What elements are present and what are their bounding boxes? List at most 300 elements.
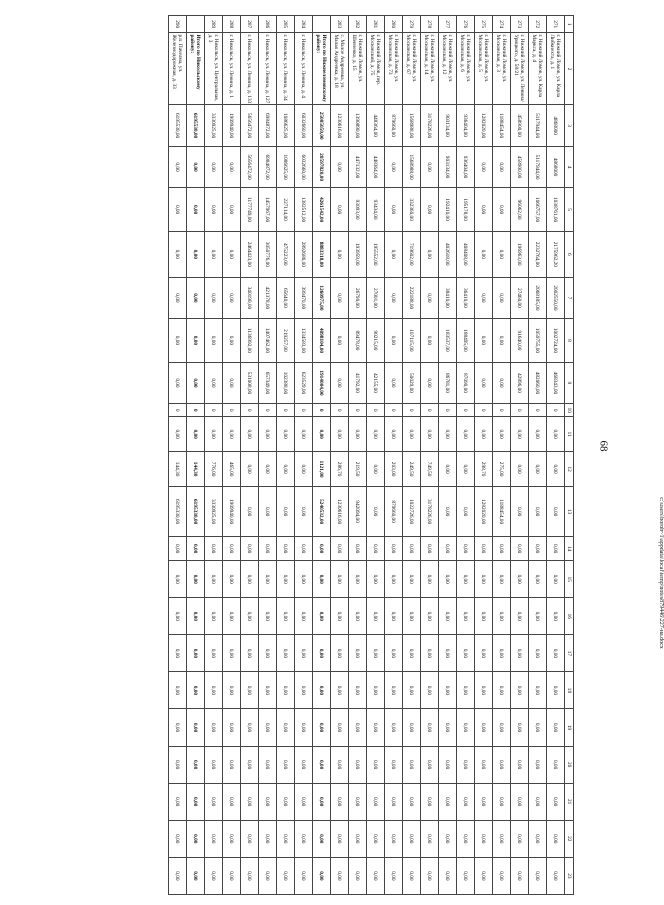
value-cell: 0,00 [205, 417, 223, 452]
value-cell: 0 [295, 404, 313, 417]
column-number-10: 10 [565, 404, 574, 417]
value-cell: 27001,00 [367, 277, 385, 318]
value-cell: 0,00 [331, 146, 349, 187]
value-cell: 0,00 [547, 820, 565, 857]
value-cell: 0,00 [493, 146, 511, 187]
value-cell: 0,00 [205, 188, 223, 232]
value-cell: 249,50 [403, 452, 421, 487]
value-cell: 0,00 [259, 746, 277, 783]
value-cell: 0,00 [187, 746, 205, 783]
value-cell: 0,00 [511, 857, 529, 894]
value-cell: 0,00 [169, 561, 187, 598]
column-number-12: 12 [565, 452, 574, 487]
value-cell: 0,00 [169, 537, 187, 561]
value-cell: 5240532,00 [313, 487, 331, 537]
value-cell: 0,00 [331, 277, 349, 318]
value-cell: 1457967,00 [259, 188, 277, 232]
value-cell: 0,00 [277, 452, 295, 487]
value-cell: 0,00 [223, 561, 241, 598]
value-cell: 0,00 [205, 635, 223, 672]
value-cell: 0,00 [529, 635, 547, 672]
value-cell: 0,00 [439, 783, 457, 820]
value-cell: 340190,00 [241, 277, 259, 318]
value-cell: 0,00 [529, 452, 547, 487]
value-cell: 0,00 [277, 783, 295, 820]
value-cell: 0,00 [385, 319, 403, 363]
value-cell: 0,00 [475, 188, 493, 232]
value-cell: 448364,00 [367, 105, 385, 146]
value-cell: 2232764,00 [529, 231, 547, 277]
row-number-cell: 283 [331, 16, 349, 33]
value-cell: 0,00 [439, 672, 457, 709]
value-cell: 144,30 [169, 452, 187, 487]
value-cell: 0,00 [169, 820, 187, 857]
value-cell: 0,00 [313, 709, 331, 746]
value-cell: 0,00 [511, 820, 529, 857]
value-cell: 0,00 [403, 561, 421, 598]
value-cell: 0,00 [421, 820, 439, 857]
value-cell: 0,00 [223, 537, 241, 561]
address-cell: г. Никольск, ул. Ленина, д. 127 [259, 33, 277, 105]
value-cell: 0,00 [241, 709, 259, 746]
value-cell: 0,00 [385, 598, 403, 635]
value-cell: 0,00 [493, 362, 511, 403]
value-cell: 183537,00 [439, 319, 457, 363]
column-number-15: 15 [565, 561, 574, 598]
value-cell: 26790,00 [349, 277, 367, 318]
address-cell: г. Никольск, ул. Ленина, д. 1 [223, 33, 241, 105]
value-cell: 448364,00 [367, 146, 385, 187]
row-number-cell: 284 [295, 16, 313, 33]
table-row [421, 16, 439, 895]
value-cell: 0,00 [493, 188, 511, 232]
value-cell: 0,00 [223, 146, 241, 187]
value-cell: 0,00 [529, 783, 547, 820]
value-cell: 0,00 [403, 672, 421, 709]
value-cell: 0,00 [421, 417, 439, 452]
table-row [511, 16, 529, 895]
value-cell: 195552,00 [367, 231, 385, 277]
value-cell: 0,00 [421, 319, 439, 363]
value-cell: 86781,00 [439, 362, 457, 403]
table-row [349, 16, 367, 895]
value-cell: 0,00 [331, 417, 349, 452]
address-cell: г. Никольск, ул. Ленина, д. 34 [277, 33, 295, 105]
value-cell: 1121,00 [313, 452, 331, 487]
value-cell: 0,00 [529, 672, 547, 709]
value-cell: 90215,00 [367, 319, 385, 363]
value-cell: 3178226,00 [421, 105, 439, 146]
row-number-cell [187, 16, 205, 33]
value-cell: 41792,00 [349, 362, 367, 403]
row-number-cell: 280 [385, 16, 403, 33]
value-cell: 0,00 [169, 319, 187, 363]
value-cell: 0 [277, 404, 295, 417]
value-cell: 0,00 [277, 635, 295, 672]
value-cell: 0,00 [313, 598, 331, 635]
value-cell: 3330925,00 [205, 105, 223, 146]
value-cell: 87090,00 [457, 362, 475, 403]
value-cell: 0,00 [457, 635, 475, 672]
value-cell: 0,00 [169, 231, 187, 277]
value-cell: 0,00 [439, 635, 457, 672]
value-cell: 0,00 [439, 561, 457, 598]
value-cell: 1230616,00 [331, 487, 349, 537]
subtotal-row [187, 16, 205, 895]
value-cell: 0,00 [241, 635, 259, 672]
value-cell: 0 [187, 404, 205, 417]
value-cell: 6195530,00 [169, 105, 187, 146]
value-cell: 531008,00 [241, 362, 259, 403]
value-cell: 458900,00 [511, 105, 529, 146]
value-cell: 0,00 [529, 417, 547, 452]
value-cell: 719602,00 [403, 231, 421, 277]
value-cell: 0,00 [259, 783, 277, 820]
value-cell: 475223,00 [277, 231, 295, 277]
value-cell: 0,00 [529, 537, 547, 561]
value-cell: 879660,00 [385, 105, 403, 146]
value-cell: 0,00 [223, 362, 241, 403]
value-cell: 0,00 [187, 362, 205, 403]
value-cell: 0,00 [439, 452, 457, 487]
value-cell: 0,00 [295, 783, 313, 820]
value-cell: 0,00 [493, 277, 511, 318]
value-cell: 0,00 [259, 487, 277, 537]
value-cell: 0,00 [295, 709, 313, 746]
value-cell: 0,00 [277, 561, 295, 598]
value-cell: 1066757,00 [529, 188, 547, 232]
value-cell: 0,00 [205, 319, 223, 363]
value-cell: 8883318,00 [313, 231, 331, 277]
value-cell: 0,00 [493, 783, 511, 820]
value-cell: 936404,00 [457, 105, 475, 146]
value-cell: 0,00 [385, 709, 403, 746]
value-cell: 0,00 [349, 857, 367, 894]
value-cell: 468343,00 [547, 362, 565, 403]
value-cell: 0,00 [493, 417, 511, 452]
value-cell: 482060,00 [529, 362, 547, 403]
value-cell: 0 [367, 404, 385, 417]
value-cell: 0,00 [259, 561, 277, 598]
value-cell: 0,00 [223, 709, 241, 746]
value-cell: 0 [457, 404, 475, 417]
value-cell: 0,00 [295, 820, 313, 857]
value-cell: 0,00 [187, 857, 205, 894]
value-cell: 0,00 [187, 231, 205, 277]
value-cell: 0,00 [223, 857, 241, 894]
column-number-23: 23 [565, 857, 574, 894]
value-cell: 2892686,00 [295, 231, 313, 277]
value-cell: 91640,00 [511, 319, 529, 363]
value-cell: 0,00 [421, 561, 439, 598]
value-cell: 0,00 [349, 561, 367, 598]
address-cell: г. Нижний Ломов, ул. Московская, д. 5 [475, 33, 493, 105]
value-cell: 879660,00 [385, 487, 403, 537]
value-cell: 0,00 [349, 709, 367, 746]
value-cell: 0,00 [169, 635, 187, 672]
column-number-8: 8 [565, 319, 574, 363]
value-cell: 0,00 [367, 672, 385, 709]
value-cell: 0,00 [421, 857, 439, 894]
column-number-21: 21 [565, 783, 574, 820]
value-cell: 0,00 [331, 783, 349, 820]
value-cell: 0,00 [493, 746, 511, 783]
row-number-cell: 273 [511, 16, 529, 33]
value-cell: 0,00 [223, 188, 241, 232]
value-cell: 0,00 [331, 188, 349, 232]
value-cell: 0,00 [439, 746, 457, 783]
value-cell: 0,00 [187, 188, 205, 232]
value-cell: 0,00 [493, 319, 511, 363]
value-cell: 0,00 [457, 857, 475, 894]
column-number-14: 14 [565, 537, 574, 561]
value-cell: 93093,00 [349, 188, 367, 232]
value-cell: 0,00 [169, 746, 187, 783]
value-cell: 6032660,00 [295, 105, 313, 146]
value-cell: 0,00 [439, 487, 457, 537]
value-cell: 0,00 [187, 635, 205, 672]
value-cell: 1382512,00 [295, 188, 313, 232]
value-cell: 0,00 [475, 820, 493, 857]
value-cell: 0,00 [169, 362, 187, 403]
table-row [331, 16, 349, 895]
value-cell: 4098104,00 [313, 319, 331, 363]
value-cell: 903134,00 [439, 146, 457, 187]
address-cell: г. Никольск, ул. Центральная, д. 3 [205, 33, 223, 105]
value-cell: 196963,00 [511, 231, 529, 277]
value-cell: 0,00 [259, 857, 277, 894]
value-cell: 6984872,00 [259, 146, 277, 187]
value-cell: 0,00 [205, 231, 223, 277]
value-cell: 286,70 [331, 452, 349, 487]
value-cell: 0,00 [439, 598, 457, 635]
row-number-cell: 290 [169, 16, 187, 33]
value-cell: 1282020,00 [475, 487, 493, 537]
address-cell: г. Нижний Ломов, ул. Московская, д. 6 [457, 33, 475, 105]
value-cell: 298,70 [475, 452, 493, 487]
value-cell: 0,00 [241, 598, 259, 635]
table-row [547, 16, 565, 895]
value-cell: 0,00 [457, 537, 475, 561]
subtotal-row [313, 16, 331, 895]
address-cell: г. Нижний Ломов, ул. Московская, д. 67 [403, 33, 421, 105]
value-cell: 0,00 [313, 857, 331, 894]
value-cell: 0,00 [313, 417, 331, 452]
row-number-cell: 279 [403, 16, 421, 33]
row-number-cell: 277 [439, 16, 457, 33]
value-cell: 0,00 [475, 537, 493, 561]
value-cell: 6984872,00 [259, 105, 277, 146]
value-cell: 0,00 [511, 537, 529, 561]
value-cell: 0,00 [241, 537, 259, 561]
value-cell: 0,00 [547, 598, 565, 635]
value-cell: 0,00 [241, 561, 259, 598]
value-cell: 0,00 [169, 146, 187, 187]
row-number-cell: 272 [529, 16, 547, 33]
value-cell: 0,00 [385, 672, 403, 709]
address-cell: г. Нижний Ломов, ул. Шевченко, д. 15 [349, 33, 367, 105]
value-cell: 1002724,00 [547, 319, 565, 363]
value-cell: 0 [259, 404, 277, 417]
table-row [223, 16, 241, 895]
value-cell: 0,00 [385, 537, 403, 561]
value-cell: 0,00 [313, 537, 331, 561]
value-cell: 0,00 [421, 672, 439, 709]
value-cell: 0 [205, 404, 223, 417]
value-cell: 0 [169, 404, 187, 417]
value-cell: 42155,00 [367, 362, 385, 403]
value-cell: 0,00 [349, 598, 367, 635]
value-cell: 0,00 [439, 417, 457, 452]
column-number-16: 16 [565, 598, 574, 635]
address-cell: г. Нижний Ломов, ул. Московская, д. 14 [421, 33, 439, 105]
column-number-row [565, 16, 574, 895]
value-cell: 5656472,00 [241, 105, 259, 146]
value-cell: 657349,00 [259, 362, 277, 403]
value-cell: 0,00 [403, 783, 421, 820]
value-cell: 0,00 [187, 820, 205, 857]
value-cell: 0,00 [313, 635, 331, 672]
address-cell: г. Никольск, ул. Ленина, д. 133 [241, 33, 259, 105]
value-cell: 0,00 [385, 635, 403, 672]
address-cell: г. Нижний Ломов, ул. Московская, д. 73 [385, 33, 403, 105]
value-cell: 0,00 [421, 146, 439, 187]
address-cell: г. Нижний Ломов, ул. Московская, д. 12 [439, 33, 457, 105]
value-cell: 0,00 [295, 857, 313, 894]
value-cell: 1136992,00 [241, 319, 259, 363]
value-cell: 6195330,00 [187, 487, 205, 537]
value-cell: 0,00 [475, 319, 493, 363]
value-cell: 0,00 [349, 635, 367, 672]
value-cell: 27460,00 [511, 277, 529, 318]
address-cell: р.п. Пачелма, ул. Железнодорожная, д. 33 [169, 33, 187, 105]
value-cell: 0,00 [349, 672, 367, 709]
value-cell: 0,00 [403, 746, 421, 783]
value-cell: 0,00 [421, 709, 439, 746]
row-number-cell: 287 [241, 16, 259, 33]
value-cell: 0,00 [547, 857, 565, 894]
value-cell: 0,00 [385, 857, 403, 894]
page-number: 68 [597, 440, 610, 452]
value-cell: 0,00 [439, 820, 457, 857]
value-cell: 1390890,00 [349, 105, 367, 146]
value-cell: 227114,00 [277, 188, 295, 232]
value-cell: 0,00 [259, 820, 277, 857]
value-cell: 0,00 [259, 635, 277, 672]
value-cell: 0,00 [493, 672, 511, 709]
value-cell: 0 [241, 404, 259, 417]
value-cell: 0,00 [187, 672, 205, 709]
value-cell: 0,00 [205, 277, 223, 318]
value-cell: 0,00 [187, 319, 205, 363]
row-number-cell: 278 [421, 16, 439, 33]
value-cell: 0,00 [187, 783, 205, 820]
value-cell: 0,00 [457, 417, 475, 452]
value-cell: 0,00 [295, 561, 313, 598]
value-cell: 0,00 [475, 277, 493, 318]
value-cell: 0,00 [475, 231, 493, 277]
value-cell: 0,00 [313, 783, 331, 820]
value-cell: 0,00 [385, 231, 403, 277]
value-cell: 0,00 [547, 561, 565, 598]
value-cell: 0,00 [421, 362, 439, 403]
value-cell: 0,00 [277, 820, 295, 857]
value-cell: 0,00 [547, 417, 565, 452]
value-cell: 20597820,00 [313, 146, 331, 187]
value-cell: 0,00 [187, 417, 205, 452]
column-number-20: 20 [565, 746, 574, 783]
table-row [385, 16, 403, 895]
value-cell: 89478,00 [349, 319, 367, 363]
value-cell: 465,00 [223, 452, 241, 487]
value-cell: 0,00 [277, 857, 295, 894]
value-cell: 0,00 [187, 146, 205, 187]
address-cell: г. Нижний Ломов, ул. Московская, д. 3 [493, 33, 511, 105]
value-cell: 0,00 [349, 783, 367, 820]
value-cell: 0 [529, 404, 547, 417]
value-cell: 0,00 [169, 598, 187, 635]
value-cell: 0,00 [295, 746, 313, 783]
value-cell: 936404,00 [457, 146, 475, 187]
value-cell: 0,00 [367, 561, 385, 598]
value-cell: 4868000 [547, 146, 565, 187]
value-cell: 0,00 [331, 537, 349, 561]
value-cell: 0,00 [511, 417, 529, 452]
value-cell: 0,00 [331, 362, 349, 403]
value-cell: 0,00 [475, 362, 493, 403]
value-cell: 0,00 [493, 709, 511, 746]
value-cell: 3330925,00 [205, 487, 223, 537]
value-cell: 408408,00 [457, 231, 475, 277]
value-cell: 903134,00 [439, 105, 457, 146]
value-cell: 0,00 [277, 537, 295, 561]
value-cell: 0,00 [169, 417, 187, 452]
value-cell: 0,00 [367, 487, 385, 537]
value-cell: 0,00 [295, 487, 313, 537]
value-cell: 0,00 [187, 561, 205, 598]
column-number-4: 4 [565, 146, 574, 187]
value-cell: 0,00 [475, 417, 493, 452]
value-cell: 776,00 [205, 452, 223, 487]
value-cell: 1038761,00 [547, 188, 565, 232]
value-cell: 0,00 [529, 746, 547, 783]
value-cell: 0,00 [421, 746, 439, 783]
value-cell: 0,00 [421, 635, 439, 672]
value-cell: 0,00 [223, 672, 241, 709]
value-cell: 0,00 [511, 709, 529, 746]
value-cell: 0,00 [295, 417, 313, 452]
value-cell: 0,00 [277, 709, 295, 746]
value-cell: 0,00 [259, 598, 277, 635]
value-cell: 0,00 [475, 561, 493, 598]
table-row [475, 16, 493, 895]
value-cell: 399470,00 [295, 277, 313, 318]
value-cell: 0,00 [331, 635, 349, 672]
value-cell: 1260975,00 [313, 277, 331, 318]
value-cell: 0 [223, 404, 241, 417]
value-cell: 0,00 [367, 857, 385, 894]
value-cell: 0,00 [475, 146, 493, 187]
value-cell: 1022726,00 [403, 487, 421, 537]
value-cell: 2068185,00 [529, 277, 547, 318]
value-cell: 0,00 [223, 319, 241, 363]
column-number-22: 22 [565, 820, 574, 857]
value-cell: 0,00 [367, 746, 385, 783]
value-cell: 1177749,00 [241, 188, 259, 232]
address-cell: г. Нижний Ломов, ул. Карла Маркса, д. 4 [529, 33, 547, 105]
value-cell: 0,00 [529, 709, 547, 746]
column-number-19: 19 [565, 709, 574, 746]
